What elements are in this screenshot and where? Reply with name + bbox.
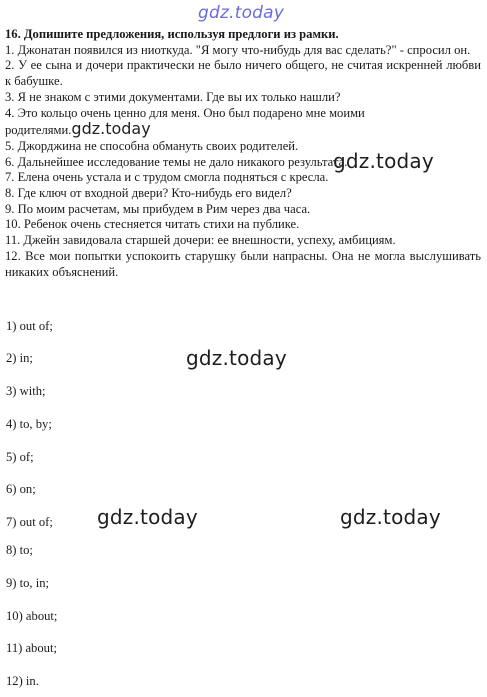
answer-4: 4) to, by; [6, 417, 52, 431]
exercise-title: 16. Допишите предложения, используя предлоги из рамки. [5, 27, 339, 41]
sentence-9: 9. По моим расчетам, мы прибудем в Рим через два часа. [5, 201, 311, 216]
sentence-1: 1. Джонатан появился из ниоткуда. "Я могу что-нибудь для вас сделать?" - спросил он. [5, 42, 471, 57]
sentence-4-continuation: родителями. [5, 123, 72, 138]
answer-5: 5) of; [6, 450, 34, 464]
watermark-inline: gdz.today [71, 119, 151, 139]
watermark-sentence5: gdz.today [333, 149, 434, 173]
sentence-8: 8. Где ключ от входной двери? Кто-нибудь его видел? [5, 186, 292, 201]
answer-2: 2) in; [6, 351, 33, 365]
sentence-6: 6. Дальнейшее исследование темы не дало никакого результата. [5, 154, 348, 169]
answer-10: 10) about; [6, 609, 58, 623]
sentence-4 [5, 106, 481, 139]
answer-3: 3) with; [6, 384, 46, 398]
sentence-10: 10. Ребенок очень стесняется читать стихи на публике. [5, 217, 300, 232]
sentence-12: 12. Все мои попытки успокоить старушку были напрасны. Она не могла выслушивать никаких объяснений. [5, 248, 481, 279]
sentence-4-text: 4. Это кольцо очень ценно для меня. Оно был подарено мне моими [5, 105, 365, 120]
answer-11: 11) about; [6, 641, 57, 655]
watermark-middle: gdz.today [186, 346, 287, 370]
watermark-lower-left: gdz.today [97, 505, 198, 529]
answer-7: 7) out of; [6, 515, 53, 529]
answer-9: 9) to, in; [6, 576, 50, 590]
sentence-11: 11. Джейн завидовала старшей дочери: ее внешности, успеху, амбициям. [5, 233, 396, 248]
answer-1: 1) out of; [6, 319, 53, 333]
answer-6: 6) on; [6, 482, 36, 496]
sentence-7: 7. Елена очень устала и с трудом смогла подняться с кресла. [5, 170, 329, 185]
sentence-5: 5. Джорджина не способна обмануть своих родителей. [5, 138, 299, 153]
watermark-top: gdz.today [198, 3, 285, 23]
sentence-3: 3. Я не знаком с этими документами. Где вы их только нашли? [5, 89, 341, 104]
sentence-2: 2. У ее сына и дочери практически не было ничего общего, не считая искренней любви к бабушке. [5, 58, 481, 89]
watermark-lower-right: gdz.today [340, 505, 441, 529]
answer-12: 12) in. [6, 674, 39, 688]
answer-8: 8) to; [6, 543, 33, 557]
